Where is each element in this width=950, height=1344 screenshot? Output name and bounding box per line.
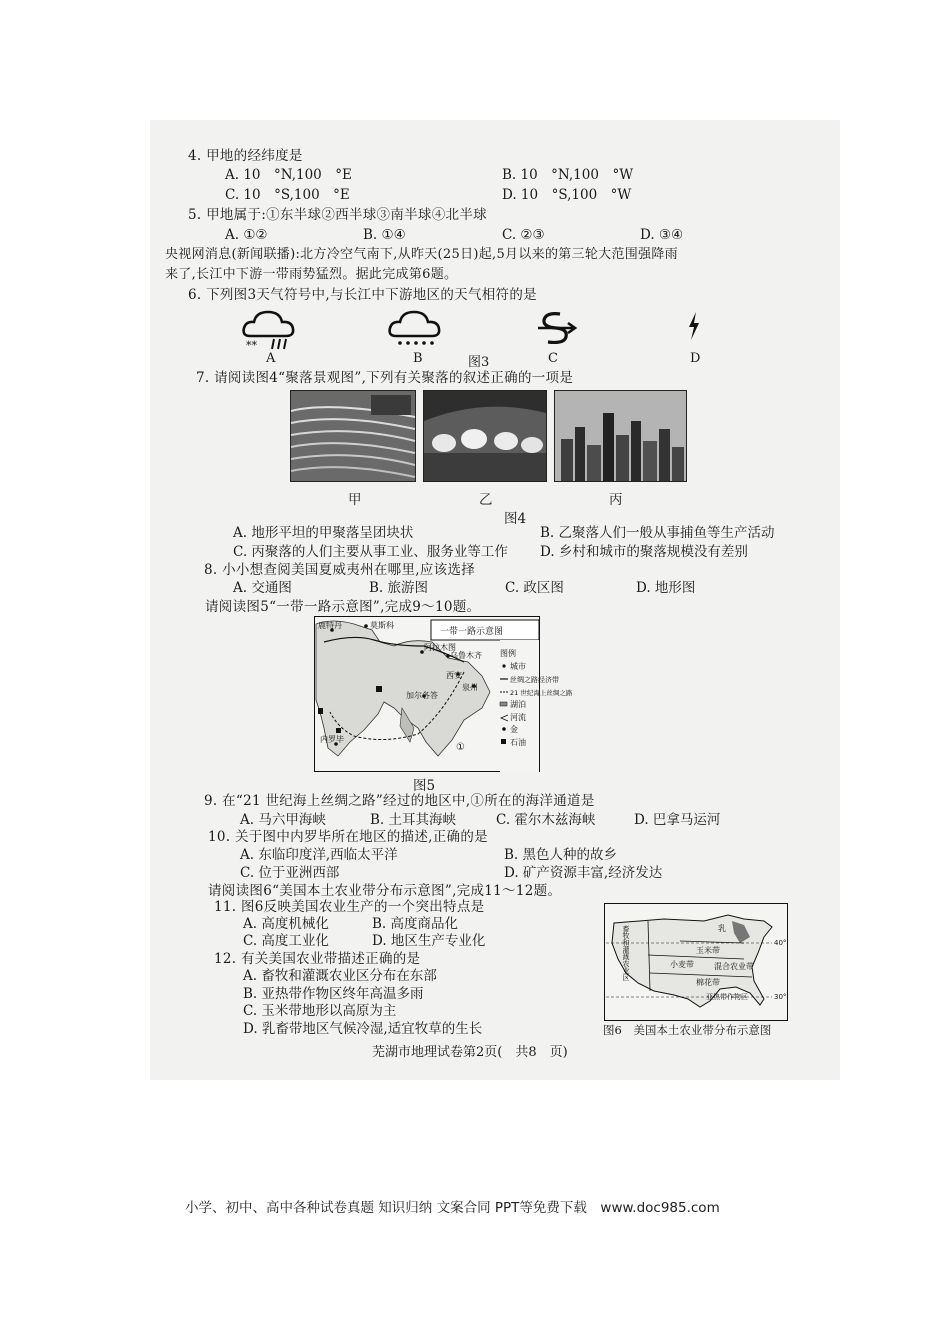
q7-figure-caption: 图4 [504,511,527,527]
q6-label-b: B [413,351,423,366]
q12-option-b: B. 亚热带作物区终年高温多雨 [243,986,424,1002]
map6-label-lat40: 40° [774,939,787,947]
q6-figure-caption: 图3 [468,355,490,370]
q10-option-c: C. 位于亚洲西部 [240,865,340,881]
q9-option-b: B. 土耳其海峡 [370,812,457,828]
svg-text:**: ** [246,339,257,352]
q4-option-d: D. 10 °S,100 °W [502,187,632,203]
q7-option-c: C. 丙聚落的人们主要从事工业、服务业等工作 [233,544,508,560]
q4-option-c: C. 10 °S,100 °E [225,187,350,203]
weather-symbol-a-icon [240,306,300,352]
photo-caption-jia: 甲 [348,492,362,508]
q9-option-c: C. 霍尔木兹海峡 [496,812,596,828]
q5-option-c: C. ②③ [502,227,545,243]
q4-option-a: A. 10 °N,100 °E [225,167,352,183]
q7-option-d: D. 乡村和城市的聚落规模没有差别 [540,544,748,560]
q11-option-a: A. 高度机械化 [243,916,329,932]
q11-option-d: D. 地区生产专业化 [372,933,486,949]
us-agriculture-belt-map [604,903,788,1021]
q11-option-b: B. 高度商品化 [372,916,459,932]
map6-figure-caption: 图6 美国本土农业带分布示意图 [603,1023,772,1037]
map6-label-dairy: 乳 [718,924,726,933]
photo-terraced-village [290,390,416,482]
q8-option-a: A. 交通图 [233,580,292,596]
q10-option-b: B. 黑色人种的故乡 [504,847,618,863]
map5-label-nairobi: 内罗毕 [320,735,344,744]
q11-option-c: C. 高度工业化 [243,933,329,949]
q9-stem: 9. 在“21 世纪海上丝绸之路”经过的地区中,①所在的海洋通道是 [204,793,595,809]
weather-symbol-d-icon [684,310,704,342]
intro-q9-10: 请阅读图5“一带一路示意图”,完成9～10题。 [205,599,481,615]
map6-label-cotton: 棉花带 [696,978,720,987]
q10-option-a: A. 东临印度洋,西临太平洋 [240,847,398,863]
q5-option-b: B. ①④ [363,227,406,243]
q6-label-c: C [548,351,558,366]
map6-label-ranching-region: 畜牧和灌溉农业区 [622,925,630,981]
intro-q11-12: 请阅读图6“美国本土农业带分布示意图”,完成11～12题。 [208,883,562,899]
map5-legend-oil: 石油 [510,738,526,747]
map5-label-xian: 西安 [446,671,462,680]
exam-page-footer: 芜湖市地理试卷第2页( 共8 页) [372,1045,568,1060]
q5-option-d: D. ③④ [640,227,684,243]
q4-stem: 4. 甲地的经纬度是 [188,148,303,164]
map5-legend-gold: 金 [510,725,518,734]
q6-label-a: A [266,351,276,366]
q8-option-c: C. 政区图 [505,580,564,596]
q12-option-a: A. 畜牧和灌溉农业区分布在东部 [243,968,437,984]
belt-and-road-map [314,616,573,772]
map6-label-subtropical: 亚热带作物区 [706,993,748,1001]
map5-title: 一带一路示意图 [440,627,504,637]
q5-option-a: A. ①② [225,227,268,243]
map5-marker-1: ① [456,742,465,753]
photo-caption-yi: 乙 [479,492,493,508]
q6-label-d: D [690,351,701,366]
q11-stem: 11. 图6反映美国农业生产的一个突出特点是 [214,899,485,915]
q8-option-b: B. 旅游图 [369,580,429,596]
q10-option-d: D. 矿产资源丰富,经济发达 [504,865,663,881]
weather-symbol-c-icon [534,308,578,348]
map5-legend-title: 图例 [500,649,516,658]
q12-option-d: D. 乳畜带地区气候冷湿,适宜牧草的生长 [243,1021,483,1037]
map5-label-quanzhou: 泉州 [462,683,478,692]
map5-label-urumqi: 乌鲁木齐 [450,651,482,660]
weather-symbol-b-icon [386,306,446,352]
map5-legend-lake: 湖泊 [510,700,526,709]
news-line-2: 来了,长江中下游一带雨势猛烈。据此完成第6题。 [165,267,458,282]
site-footer-text: 小学、初中、高中各种试卷真题 知识归纳 文案合同 PPT等免费下载 www.doc985.com [185,1200,720,1216]
map6-label-wheat: 小麦带 [670,960,694,969]
q12-option-c: C. 玉米带地形以高原为主 [243,1003,397,1019]
map5-label-rotterdam: 鹿特丹 [318,621,342,630]
map5-legend-city: 城市 [510,662,526,671]
q7-option-b: B. 乙聚落人们一般从事捕鱼等生产活动 [540,525,775,541]
map5-legend-belt: 丝绸之路经济带 [510,676,559,684]
q10-stem: 10. 关于图中内罗毕所在地区的描述,正确的是 [208,829,488,845]
q9-option-d: D. 巴拿马运河 [634,812,721,828]
map5-label-almaty: 阿拉木图 [424,643,456,652]
q6-stem: 6. 下列图3天气符号中,与长江中下游地区的天气相符的是 [188,287,537,303]
map5-legend-road: 21 世纪海上丝绸之路 [510,689,573,697]
map5-label-kolkata: 加尔各答 [406,691,438,700]
map5-figure-caption: 图5 [413,778,436,794]
q7-option-a: A. 地形平坦的甲聚落呈团块状 [233,525,414,541]
map6-label-mixed: 混合农业带 [714,962,754,971]
q8-stem: 8. 小小想查阅美国夏威夷州在哪里,应该选择 [204,562,476,578]
news-line-1: 央视网消息(新闻联播):北方冷空气南下,从昨天(25日)起,5月以来的第三轮大范围强降雨 [165,247,678,262]
map5-legend-river: 河流 [510,713,526,722]
q7-stem: 7. 请阅读图4“聚落景观图”,下列有关聚落的叙述正确的一项是 [196,370,574,386]
map6-label-corn: 玉米带 [696,946,720,955]
photo-caption-bing: 丙 [609,492,623,508]
q4-option-b: B. 10 °N,100 °W [502,167,634,183]
q5-stem: 5. 甲地属于:①东半球②西半球③南半球④北半球 [188,207,487,223]
q12-stem: 12. 有关美国农业带描述正确的是 [214,951,421,967]
map5-label-moscow: 莫斯科 [370,621,394,630]
q8-option-d: D. 地形图 [636,580,696,596]
q9-option-a: A. 马六甲海峡 [240,812,326,828]
map6-label-lat30: 30° [774,993,787,1001]
photo-yurt-village [423,390,547,482]
photo-city-skyline [554,390,687,482]
